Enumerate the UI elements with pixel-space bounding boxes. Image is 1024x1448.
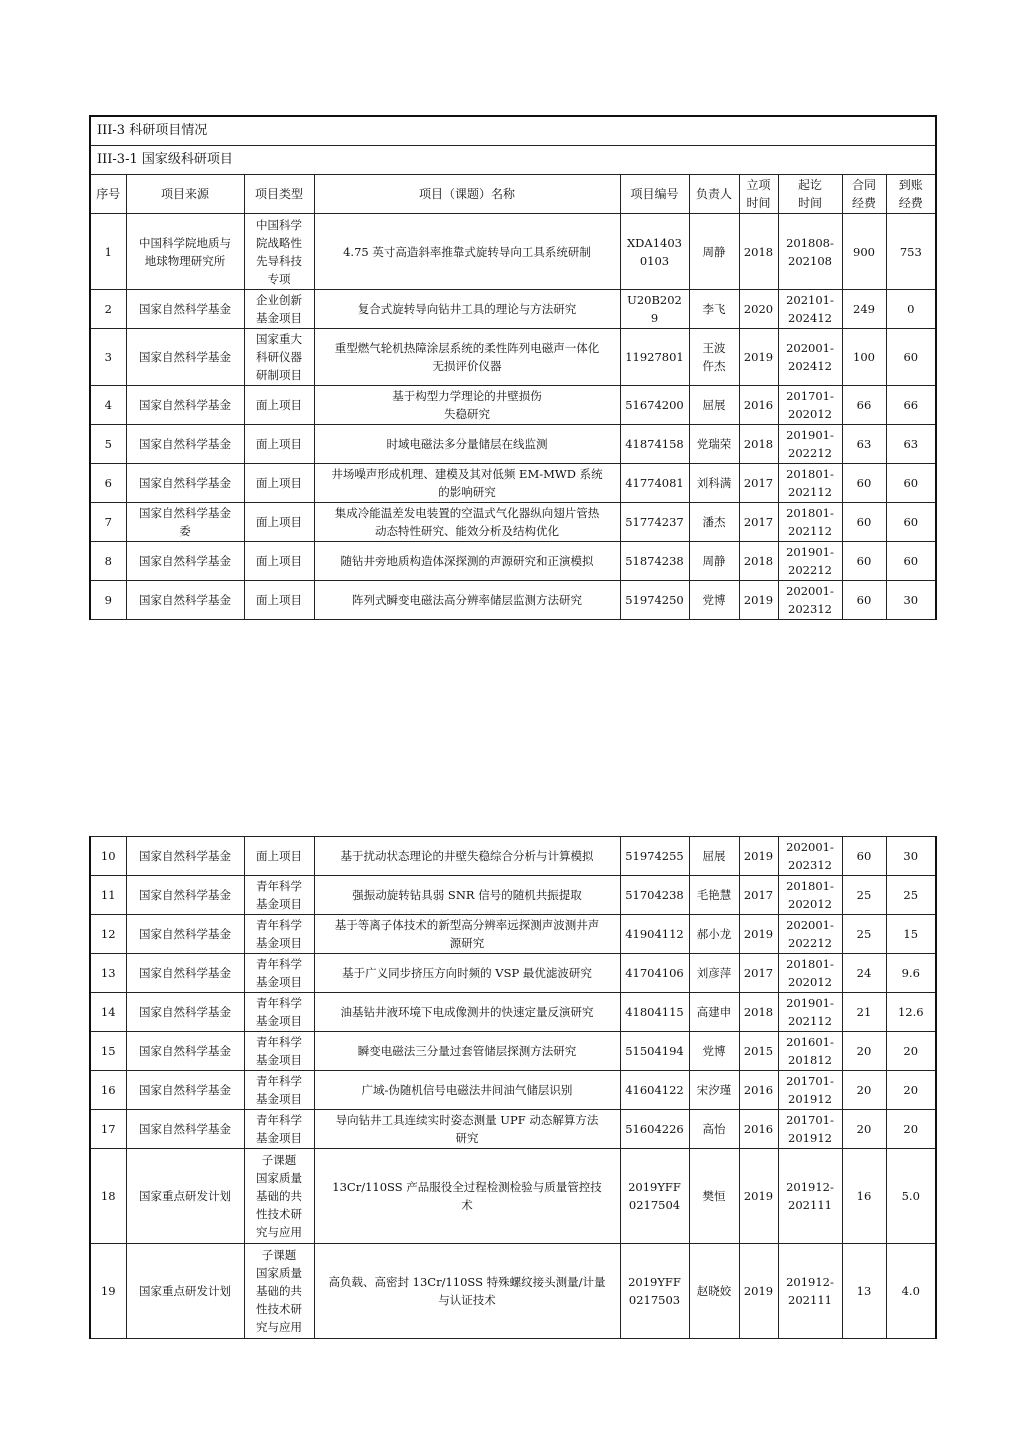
cell-leader: 党博 xyxy=(689,581,739,620)
cell-type: 面上项目 xyxy=(244,581,314,620)
cell-received: 25 xyxy=(886,876,936,915)
cell-source: 国家自然科学基金 xyxy=(126,915,244,954)
cell-leader: 高建申 xyxy=(689,993,739,1032)
cell-year: 2020 xyxy=(739,290,778,329)
cell-source: 国家自然科学基金 xyxy=(126,1110,244,1149)
cell-code: 51874238 xyxy=(620,542,689,581)
cell-type: 子课题 国家质量 基础的共 性技术研 究与应用 xyxy=(244,1244,314,1339)
cell-received: 60 xyxy=(886,542,936,581)
cell-leader: 屈展 xyxy=(689,837,739,876)
cell-received: 66 xyxy=(886,386,936,425)
cell-period: 202001- 202212 xyxy=(778,915,842,954)
cell-year: 2016 xyxy=(739,1110,778,1149)
cell-name: 瞬变电磁法三分量过套管储层探测方法研究 xyxy=(314,1032,620,1071)
cell-name: 基于构型力学理论的井壁损伤 失稳研究 xyxy=(314,386,620,425)
cell-type: 面上项目 xyxy=(244,386,314,425)
cell-code: 51504194 xyxy=(620,1032,689,1071)
cell-no: 7 xyxy=(90,503,126,542)
cell-no: 5 xyxy=(90,425,126,464)
cell-contract: 249 xyxy=(842,290,886,329)
cell-contract: 60 xyxy=(842,503,886,542)
cell-type: 面上项目 xyxy=(244,503,314,542)
table-row xyxy=(90,425,936,464)
cell-leader: 赵晓姣 xyxy=(689,1244,739,1339)
table-row xyxy=(90,1110,936,1149)
cell-contract: 60 xyxy=(842,837,886,876)
cell-period: 201808- 202108 xyxy=(778,214,842,290)
cell-name: 阵列式瞬变电磁法高分辨率储层监测方法研究 xyxy=(314,581,620,620)
cell-year: 2015 xyxy=(739,1032,778,1071)
cell-no: 14 xyxy=(90,993,126,1032)
cell-year: 2018 xyxy=(739,542,778,581)
cell-name: 广域-伪随机信号电磁法井间油气储层识别 xyxy=(314,1071,620,1110)
cell-received: 63 xyxy=(886,425,936,464)
table-row xyxy=(90,1032,936,1071)
cell-no: 12 xyxy=(90,915,126,954)
cell-period: 201801- 202112 xyxy=(778,503,842,542)
cell-contract: 63 xyxy=(842,425,886,464)
cell-leader: 党瑞荣 xyxy=(689,425,739,464)
cell-contract: 60 xyxy=(842,581,886,620)
cell-contract: 100 xyxy=(842,329,886,386)
cell-year: 2017 xyxy=(739,954,778,993)
table-row xyxy=(90,954,936,993)
cell-contract: 20 xyxy=(842,1032,886,1071)
cell-no: 10 xyxy=(90,837,126,876)
table-row xyxy=(90,1149,936,1244)
cell-code: 51674200 xyxy=(620,386,689,425)
cell-no: 2 xyxy=(90,290,126,329)
table-row xyxy=(90,464,936,503)
table-row xyxy=(90,329,936,386)
cell-contract: 21 xyxy=(842,993,886,1032)
cell-source: 国家自然科学基金 xyxy=(126,464,244,503)
cell-year: 2019 xyxy=(739,329,778,386)
cell-leader: 党博 xyxy=(689,1032,739,1071)
table-row xyxy=(90,993,936,1032)
cell-contract: 16 xyxy=(842,1149,886,1244)
cell-code: 41904112 xyxy=(620,915,689,954)
table-row xyxy=(90,1244,936,1339)
cell-leader: 毛艳慧 xyxy=(689,876,739,915)
cell-code: 51704238 xyxy=(620,876,689,915)
cell-year: 2019 xyxy=(739,581,778,620)
cell-received: 0 xyxy=(886,290,936,329)
cell-period: 201801- 202012 xyxy=(778,876,842,915)
cell-received: 60 xyxy=(886,329,936,386)
cell-contract: 25 xyxy=(842,876,886,915)
header-row xyxy=(90,175,936,214)
cell-source: 国家自然科学基金 xyxy=(126,425,244,464)
cell-source: 国家自然科学基金 xyxy=(126,1032,244,1071)
table-row xyxy=(90,386,936,425)
cell-source: 国家自然科学基金 xyxy=(126,386,244,425)
header-type: 项目类型 xyxy=(244,175,314,214)
cell-period: 202001- 202312 xyxy=(778,581,842,620)
cell-source: 国家自然科学基金 xyxy=(126,993,244,1032)
header-name: 项目（课题）名称 xyxy=(314,175,620,214)
cell-contract: 13 xyxy=(842,1244,886,1339)
table-row xyxy=(90,214,936,290)
cell-name: 基于广义同步挤压方向时频的 VSP 最优滤波研究 xyxy=(314,954,620,993)
cell-received: 20 xyxy=(886,1071,936,1110)
cell-year: 2019 xyxy=(739,1149,778,1244)
cell-period: 201901- 202112 xyxy=(778,993,842,1032)
cell-received: 60 xyxy=(886,503,936,542)
cell-type: 青年科学 基金项目 xyxy=(244,1110,314,1149)
cell-source: 国家自然科学基金 xyxy=(126,542,244,581)
header-period: 起讫 时间 xyxy=(778,175,842,214)
cell-period: 201801- 202112 xyxy=(778,464,842,503)
cell-type: 青年科学 基金项目 xyxy=(244,993,314,1032)
cell-period: 201701- 201912 xyxy=(778,1071,842,1110)
cell-source: 国家自然科学基金 xyxy=(126,954,244,993)
cell-year: 2018 xyxy=(739,993,778,1032)
cell-type: 国家重大 科研仪器 研制项目 xyxy=(244,329,314,386)
cell-period: 202001- 202412 xyxy=(778,329,842,386)
cell-received: 5.0 xyxy=(886,1149,936,1244)
cell-name: 随钻井旁地质构造体深探测的声源研究和正演模拟 xyxy=(314,542,620,581)
cell-type: 面上项目 xyxy=(244,464,314,503)
cell-no: 8 xyxy=(90,542,126,581)
cell-type: 子课题 国家质量 基础的共 性技术研 究与应用 xyxy=(244,1149,314,1244)
header-leader: 负责人 xyxy=(689,175,739,214)
cell-received: 20 xyxy=(886,1110,936,1149)
table-row xyxy=(90,837,936,876)
cell-leader: 刘彦萍 xyxy=(689,954,739,993)
cell-leader: 屈展 xyxy=(689,386,739,425)
cell-received: 30 xyxy=(886,581,936,620)
cell-source: 国家自然科学基金 xyxy=(126,581,244,620)
cell-name: 复合式旋转导向钻井工具的理论与方法研究 xyxy=(314,290,620,329)
header-year: 立项 时间 xyxy=(739,175,778,214)
cell-no: 17 xyxy=(90,1110,126,1149)
cell-code: 51774237 xyxy=(620,503,689,542)
cell-leader: 高怡 xyxy=(689,1110,739,1149)
cell-received: 753 xyxy=(886,214,936,290)
cell-name: 集成冷能温差发电装置的空温式气化器纵向翅片管热 动态特性研究、能效分析及结构优化 xyxy=(314,503,620,542)
cell-contract: 25 xyxy=(842,915,886,954)
cell-code: XDA1403 0103 xyxy=(620,214,689,290)
cell-no: 3 xyxy=(90,329,126,386)
table-row xyxy=(90,503,936,542)
cell-contract: 60 xyxy=(842,542,886,581)
cell-received: 9.6 xyxy=(886,954,936,993)
table-row xyxy=(90,876,936,915)
section-title: III-3 科研项目情况 xyxy=(90,116,936,146)
cell-period: 201901- 202212 xyxy=(778,425,842,464)
cell-period: 201701- 202012 xyxy=(778,386,842,425)
cell-code: 41704106 xyxy=(620,954,689,993)
cell-received: 60 xyxy=(886,464,936,503)
cell-code: 2019YFF 0217504 xyxy=(620,1149,689,1244)
cell-code: 41874158 xyxy=(620,425,689,464)
projects-table-part1 xyxy=(89,115,937,620)
cell-no: 6 xyxy=(90,464,126,503)
header-source: 项目来源 xyxy=(126,175,244,214)
cell-type: 青年科学 基金项目 xyxy=(244,1071,314,1110)
cell-code: 2019YFF 0217503 xyxy=(620,1244,689,1339)
cell-no: 18 xyxy=(90,1149,126,1244)
cell-received: 12.6 xyxy=(886,993,936,1032)
cell-type: 中国科学 院战略性 先导科技 专项 xyxy=(244,214,314,290)
cell-period: 201801- 202012 xyxy=(778,954,842,993)
cell-source: 中国科学院地质与 地球物理研究所 xyxy=(126,214,244,290)
cell-year: 2017 xyxy=(739,503,778,542)
table-row xyxy=(90,1071,936,1110)
cell-code: 51604226 xyxy=(620,1110,689,1149)
cell-period: 202001- 202312 xyxy=(778,837,842,876)
header-no: 序号 xyxy=(90,175,126,214)
cell-code: 41604122 xyxy=(620,1071,689,1110)
cell-contract: 60 xyxy=(842,464,886,503)
cell-no: 11 xyxy=(90,876,126,915)
table-row xyxy=(90,542,936,581)
cell-year: 2017 xyxy=(739,464,778,503)
cell-source: 国家自然科学基金 委 xyxy=(126,503,244,542)
cell-received: 20 xyxy=(886,1032,936,1071)
cell-no: 1 xyxy=(90,214,126,290)
cell-no: 9 xyxy=(90,581,126,620)
cell-type: 青年科学 基金项目 xyxy=(244,915,314,954)
table-row xyxy=(90,290,936,329)
cell-year: 2016 xyxy=(739,386,778,425)
cell-code: 51974255 xyxy=(620,837,689,876)
cell-no: 15 xyxy=(90,1032,126,1071)
cell-leader: 樊恒 xyxy=(689,1149,739,1244)
cell-year: 2016 xyxy=(739,1071,778,1110)
projects-table-part2 xyxy=(89,836,937,1339)
header-received: 到账 经费 xyxy=(886,175,936,214)
cell-received: 30 xyxy=(886,837,936,876)
header-code: 项目编号 xyxy=(620,175,689,214)
cell-name: 时域电磁法多分量储层在线监测 xyxy=(314,425,620,464)
cell-type: 企业创新 基金项目 xyxy=(244,290,314,329)
cell-name: 13Cr/110SS 产品服役全过程检测检验与质量管控技 术 xyxy=(314,1149,620,1244)
cell-source: 国家重点研发计划 xyxy=(126,1149,244,1244)
cell-year: 2019 xyxy=(739,837,778,876)
cell-name: 强振动旋转钻具弱 SNR 信号的随机共振提取 xyxy=(314,876,620,915)
cell-contract: 66 xyxy=(842,386,886,425)
cell-source: 国家自然科学基金 xyxy=(126,329,244,386)
cell-name: 油基钻井液环境下电成像测井的快速定量反演研究 xyxy=(314,993,620,1032)
cell-leader: 王波 仵杰 xyxy=(689,329,739,386)
cell-code: 11927801 xyxy=(620,329,689,386)
cell-type: 青年科学 基金项目 xyxy=(244,954,314,993)
cell-period: 201912- 202111 xyxy=(778,1244,842,1339)
table-row xyxy=(90,915,936,954)
cell-period: 201912- 202111 xyxy=(778,1149,842,1244)
table-row xyxy=(90,581,936,620)
cell-no: 19 xyxy=(90,1244,126,1339)
cell-code: U20B202 9 xyxy=(620,290,689,329)
cell-leader: 潘杰 xyxy=(689,503,739,542)
cell-contract: 20 xyxy=(842,1071,886,1110)
cell-code: 41774081 xyxy=(620,464,689,503)
cell-period: 201601- 201812 xyxy=(778,1032,842,1071)
cell-name: 基于等离子体技术的新型高分辨率远探测声波测井声 源研究 xyxy=(314,915,620,954)
cell-source: 国家自然科学基金 xyxy=(126,290,244,329)
cell-period: 201901- 202212 xyxy=(778,542,842,581)
cell-name: 重型燃气轮机热障涂层系统的柔性阵列电磁声一体化 无损评价仪器 xyxy=(314,329,620,386)
cell-period: 201701- 201912 xyxy=(778,1110,842,1149)
cell-code: 51974250 xyxy=(620,581,689,620)
cell-contract: 20 xyxy=(842,1110,886,1149)
cell-received: 15 xyxy=(886,915,936,954)
header-contract: 合同 经费 xyxy=(842,175,886,214)
cell-received: 4.0 xyxy=(886,1244,936,1339)
cell-year: 2019 xyxy=(739,1244,778,1339)
cell-source: 国家自然科学基金 xyxy=(126,876,244,915)
cell-year: 2019 xyxy=(739,915,778,954)
cell-leader: 李飞 xyxy=(689,290,739,329)
cell-source: 国家重点研发计划 xyxy=(126,1244,244,1339)
cell-year: 2018 xyxy=(739,214,778,290)
cell-name: 4.75 英寸高造斜率推靠式旋转导向工具系统研制 xyxy=(314,214,620,290)
cell-source: 国家自然科学基金 xyxy=(126,1071,244,1110)
section-subtitle: III-3-1 国家级科研项目 xyxy=(90,146,936,175)
cell-year: 2017 xyxy=(739,876,778,915)
cell-no: 13 xyxy=(90,954,126,993)
cell-name: 井场噪声形成机理、建模及其对低频 EM-MWD 系统 的影响研究 xyxy=(314,464,620,503)
cell-contract: 24 xyxy=(842,954,886,993)
cell-no: 16 xyxy=(90,1071,126,1110)
cell-leader: 宋汐瑾 xyxy=(689,1071,739,1110)
cell-type: 面上项目 xyxy=(244,542,314,581)
cell-type: 青年科学 基金项目 xyxy=(244,1032,314,1071)
cell-leader: 周静 xyxy=(689,214,739,290)
cell-name: 导向钻井工具连续实时姿态测量 UPF 动态解算方法 研究 xyxy=(314,1110,620,1149)
cell-type: 面上项目 xyxy=(244,837,314,876)
cell-contract: 900 xyxy=(842,214,886,290)
cell-no: 4 xyxy=(90,386,126,425)
cell-name: 高负载、高密封 13Cr/110SS 特殊螺纹接头测量/计量 与认证技术 xyxy=(314,1244,620,1339)
cell-leader: 周静 xyxy=(689,542,739,581)
cell-source: 国家自然科学基金 xyxy=(126,837,244,876)
cell-name: 基于扰动状态理论的井壁失稳综合分析与计算模拟 xyxy=(314,837,620,876)
cell-code: 41804115 xyxy=(620,993,689,1032)
cell-type: 面上项目 xyxy=(244,425,314,464)
cell-type: 青年科学 基金项目 xyxy=(244,876,314,915)
cell-leader: 郝小龙 xyxy=(689,915,739,954)
cell-leader: 刘科满 xyxy=(689,464,739,503)
cell-year: 2018 xyxy=(739,425,778,464)
cell-period: 202101- 202412 xyxy=(778,290,842,329)
